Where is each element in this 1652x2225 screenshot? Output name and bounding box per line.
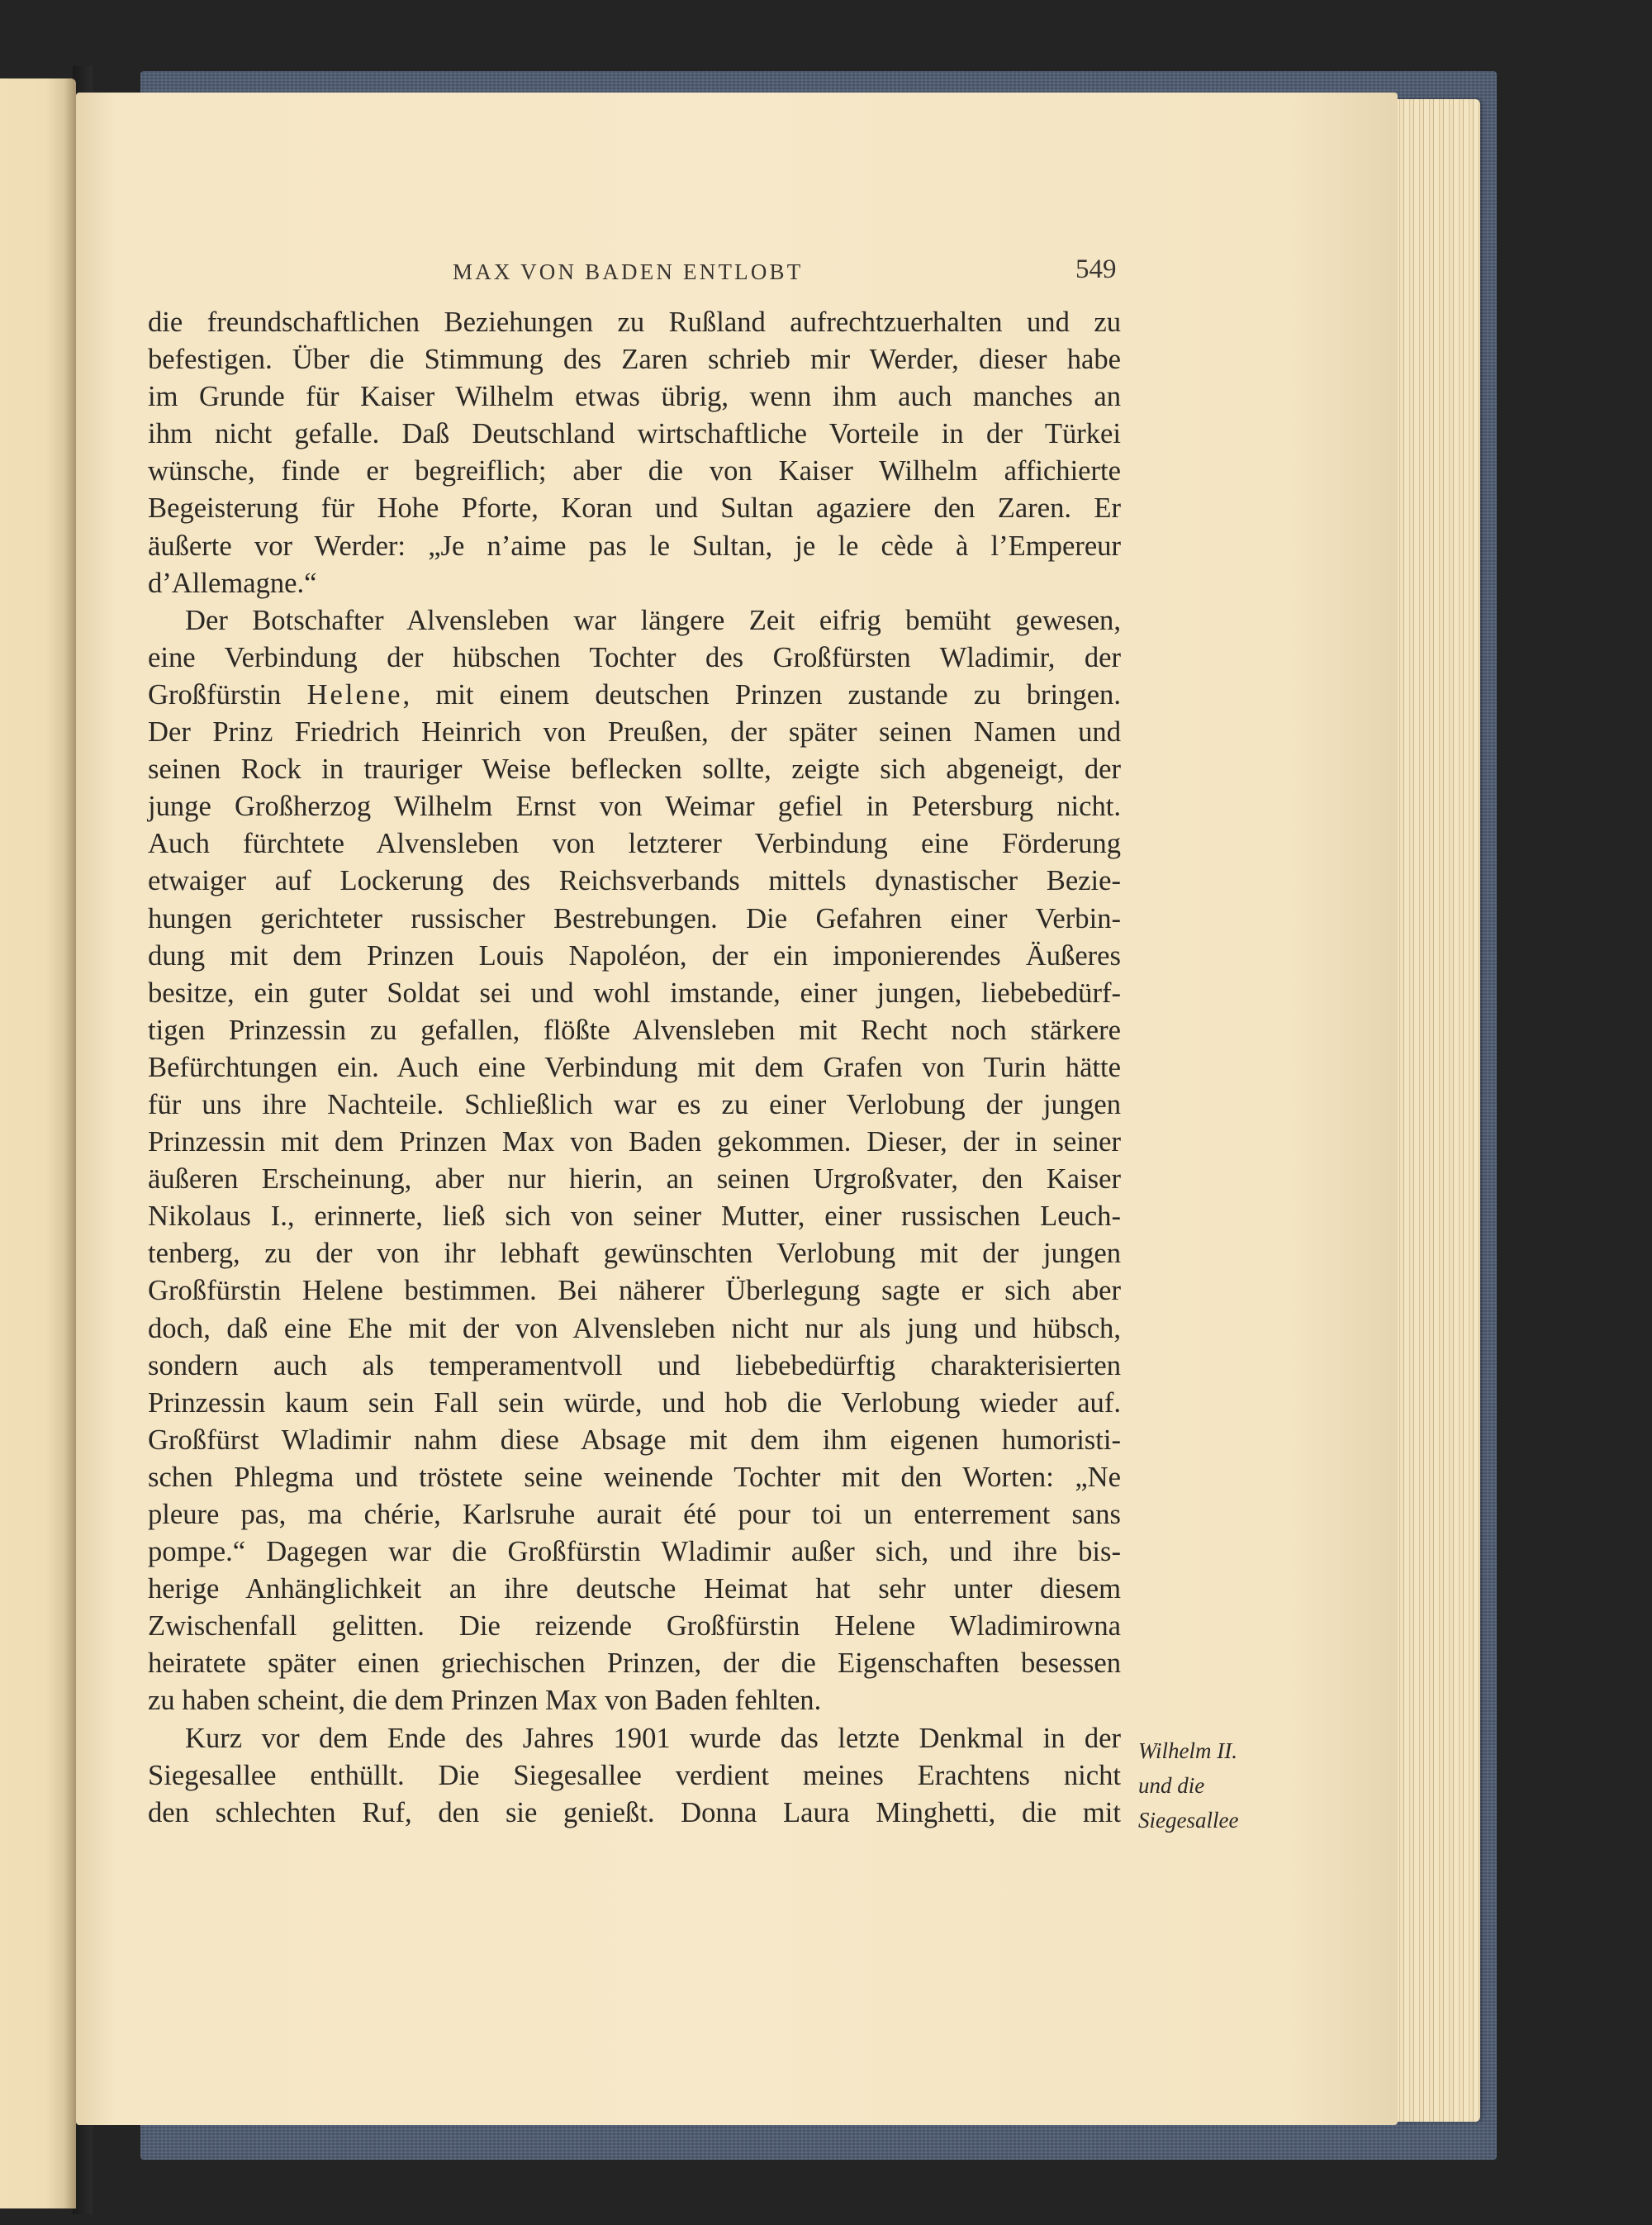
text-line: junge Großherzog Wilhelm Ernst von Weimar gefiel in Petersburg nicht.: [148, 791, 1121, 823]
text-line: dung mit dem Prinzen Louis Napoléon, der ein imponierendes Äußeres: [148, 939, 1121, 972]
text-line: herige Anhänglichkeit an ihre deutsche Heimat hat sehr unter diesem: [148, 1573, 1121, 1605]
text-line: Prinzessin kaum sein Fall sein würde, und hob die Verlobung wieder auf.: [148, 1386, 1121, 1419]
text-line: Prinzessin mit dem Prinzen Max von Baden gekommen. Dieser, der in seiner: [148, 1126, 1121, 1158]
text-line: heiratete später einen griechischen Prinzen, der die Eigenschaften besessen: [148, 1647, 1121, 1680]
text-line: zu haben scheint, die dem Prinzen Max von Baden fehlten.: [148, 1685, 822, 1717]
text-line: Der Botschafter Alvensleben war längere Zeit eifrig bemüht gewesen,: [185, 604, 1121, 636]
text-fragment: , mit einem deutschen Prinzen zustande zu bringen.: [402, 678, 1121, 711]
text-line: Großfürst Wladimir nahm diese Absage mit dem ihm eigenen humoristi-: [148, 1424, 1121, 1456]
text-line: befestigen. Über die Stimmung des Zaren schrieb mir Werder, dieser habe: [148, 344, 1121, 376]
running-title: MAX VON BADEN ENTLOBT: [453, 259, 804, 284]
text-line: die freundschaftlichen Beziehungen zu Rußland aufrechtzuerhalten und zu: [148, 307, 1121, 338]
text-line: äußerte vor Werder: „Je n’aime pas le Sultan, je le cède à l’Empereur: [148, 530, 1121, 562]
text-line: pleure pas, ma chérie, Karlsruhe aurait été pour toi un enterrement sans: [148, 1499, 1121, 1530]
text-line: für uns ihre Nachteile. Schließlich war es zu einer Verlobung der jungen: [148, 1088, 1121, 1120]
text-line: tenberg, zu der von ihr lebhaft gewünschten Verlobung mit der jungen: [148, 1238, 1121, 1270]
text-line: Großfürstin Helene bestimmen. Bei näherer Überlegung sagte er sich aber: [148, 1275, 1121, 1307]
text-line: Kurz vor dem Ende des Jahres 1901 wurde das letzte Denkmal in der: [185, 1722, 1121, 1754]
marginal-note-line: und die: [1138, 1773, 1205, 1798]
text-line: wünsche, finde er begreiflich; aber die von Kaiser Wilhelm affichierte: [148, 455, 1121, 487]
spaced-name: Helene: [306, 678, 403, 711]
marginal-note: [1138, 1733, 1238, 1838]
previous-page-edge: [0, 78, 76, 2208]
text-line: Siegesallee enthüllt. Die Siegesallee verdient meines Erachtens nicht: [148, 1759, 1121, 1791]
text-line: etwaiger auf Lockerung des Reichsverbands mittels dynastischer Bezie-: [148, 865, 1121, 897]
text-line: äußeren Erscheinung, aber nur hierin, an seinen Urgroßvater, den Kaiser: [148, 1163, 1121, 1196]
text-line: Begeisterung für Hohe Pforte, Koran und Sultan agaziere den Zaren. Er: [148, 492, 1121, 525]
page-number: 549: [1075, 254, 1117, 284]
text-line: im Grunde für Kaiser Wilhelm etwas übrig, wenn ihm auch manches an: [148, 381, 1121, 413]
body-text: [148, 304, 1121, 1832]
text-line: Nikolaus I., erinnerte, ließ sich von seiner Mutter, einer russischen Leuch-: [148, 1200, 1121, 1233]
text-line: Befürchtungen ein. Auch eine Verbindung mit dem Grafen von Turin hätte: [148, 1051, 1121, 1083]
text-line: d’Allemagne.“: [148, 567, 317, 599]
text-fragment: Großfürstin: [148, 678, 307, 711]
text-line: schen Phlegma und tröstete seine weinende Tochter mit den Worten: „Ne: [148, 1461, 1121, 1493]
text-line: hungen gerichteter russischer Bestrebungen. Die Gefahren einer Verbin-: [148, 902, 1121, 934]
text-line-with-spaced-name: [148, 677, 1121, 714]
marginal-note-line: Wilhelm II.: [1138, 1738, 1237, 1763]
text-line: seinen Rock in trauriger Weise beflecken sollte, zeigte sich abgeneigt, der: [148, 754, 1121, 786]
marginal-note-line: Siegesallee: [1138, 1808, 1239, 1833]
text-line: tigen Prinzessin zu gefallen, flößte Alvensleben mit Recht noch stärkere: [148, 1014, 1121, 1046]
text-line: den schlechten Ruf, den sie genießt. Donna Laura Minghetti, die mit: [148, 1796, 1121, 1828]
text-line: pompe.“ Dagegen war die Großfürstin Wladimir außer sich, und ihre bis-: [148, 1536, 1121, 1568]
text-line: doch, daß eine Ehe mit der von Alvensleben nicht nur als jung und hübsch,: [148, 1312, 1121, 1344]
text-line: Zwischenfall gelitten. Die reizende Großfürstin Helene Wladimirowna: [148, 1610, 1121, 1643]
text-line: eine Verbindung der hübschen Tochter des Großfürsten Wladimir, der: [148, 641, 1121, 673]
text-line: Der Prinz Friedrich Heinrich von Preußen, der später seinen Namen und: [148, 716, 1121, 749]
text-line: ihm nicht gefalle. Daß Deutschland wirtschaftliche Vorteile in der Türkei: [148, 418, 1121, 450]
text-line: besitze, ein guter Soldat sei und wohl imstande, einer jungen, liebebedürf-: [148, 977, 1121, 1009]
text-line: sondern auch als temperamentvoll und liebebedürftig charakterisierten: [148, 1349, 1121, 1381]
text-line: Auch fürchtete Alvensleben von letzterer Verbindung eine Förderung: [148, 828, 1121, 860]
